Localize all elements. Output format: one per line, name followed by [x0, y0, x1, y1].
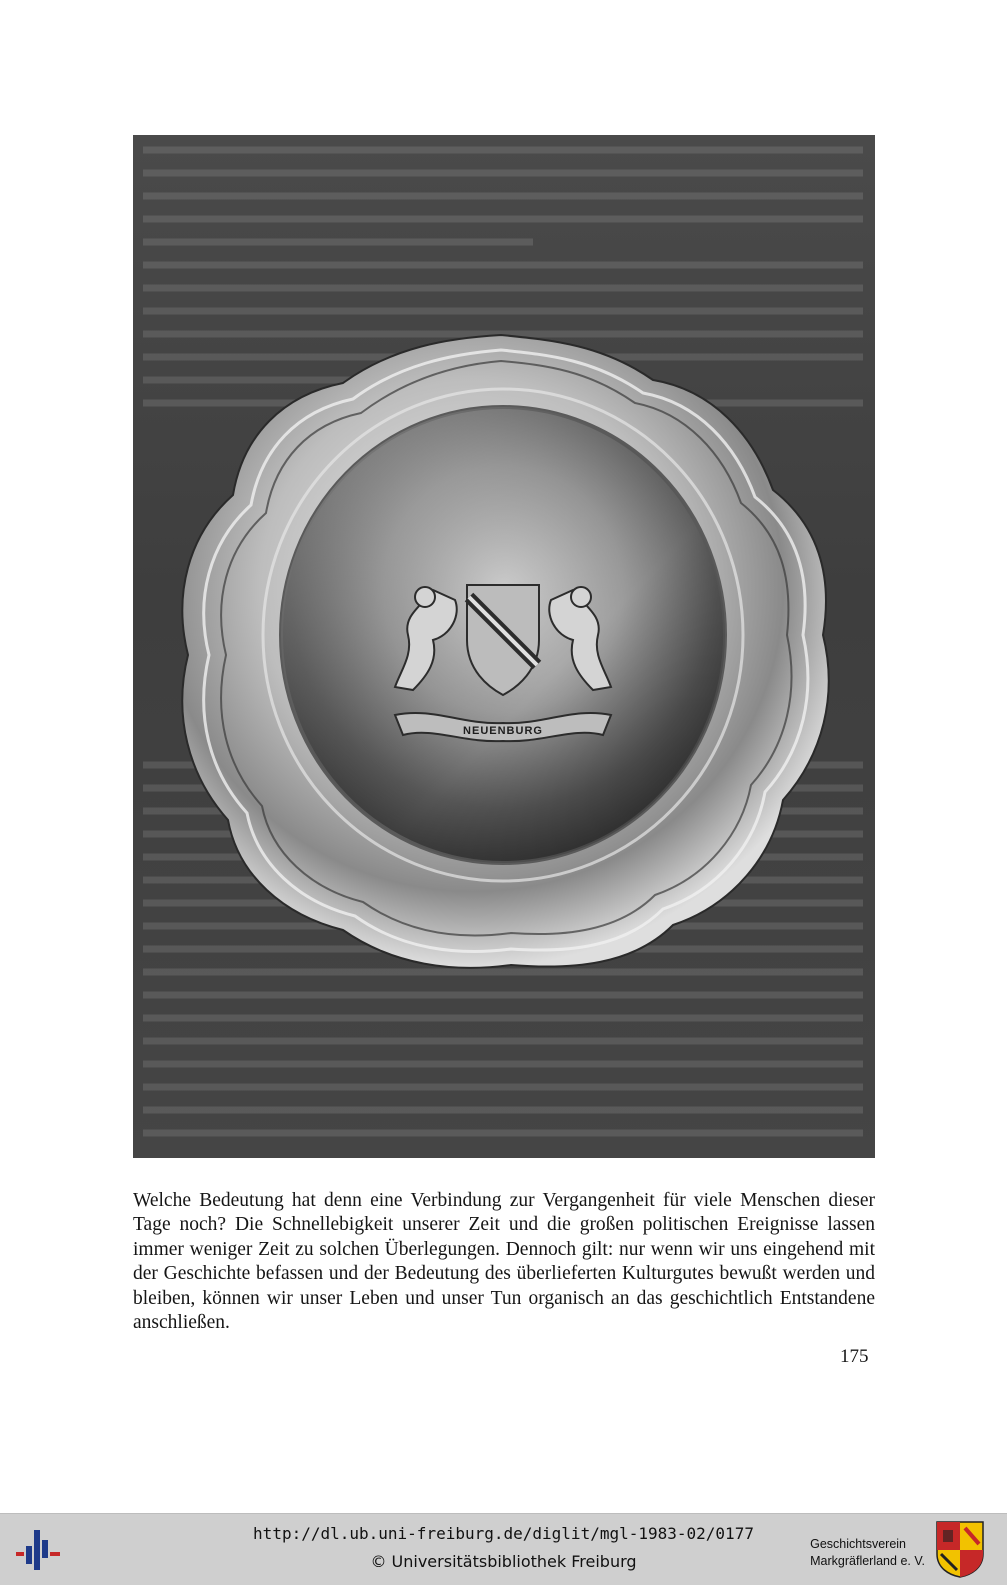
plate-illustration: [133, 135, 875, 1158]
page-number: 175: [840, 1346, 869, 1367]
footer-bar: [0, 1513, 1007, 1585]
copyright-notice: © Universitätsbibliothek Freiburg: [370, 1552, 637, 1571]
coat-of-arms-icon: [935, 1520, 985, 1578]
banner-text: NEUENBURG: [463, 725, 543, 737]
society-line-2: Markgräflerland e. V.: [810, 1554, 925, 1568]
document-url-link[interactable]: http://dl.ub.uni-freiburg.de/diglit/mgl-1983-02/0177: [253, 1524, 754, 1543]
plate-photograph: [133, 135, 875, 1158]
society-line-1: Geschichtsverein: [810, 1537, 906, 1551]
caption-paragraph: Welche Bedeutung hat denn eine Verbindung zur Vergangenheit für viele Menschen dieser Tage noch? Die Schnellebigkeit unserer Zeit und die großen politischen Ereignisse lassen immer weniger Zeit zu solchen Überlegungen. Dennoch gilt: nur wenn wir uns eingehend mit der Geschichte befassen und der Bedeutung des überlieferten Kulturgutes bewußt werden und bleiben, können wir unser Leben und unser Tun organisch an das geschichtlich Entstandene anschließen.: [133, 1190, 875, 1334]
society-name: [810, 1536, 925, 1570]
